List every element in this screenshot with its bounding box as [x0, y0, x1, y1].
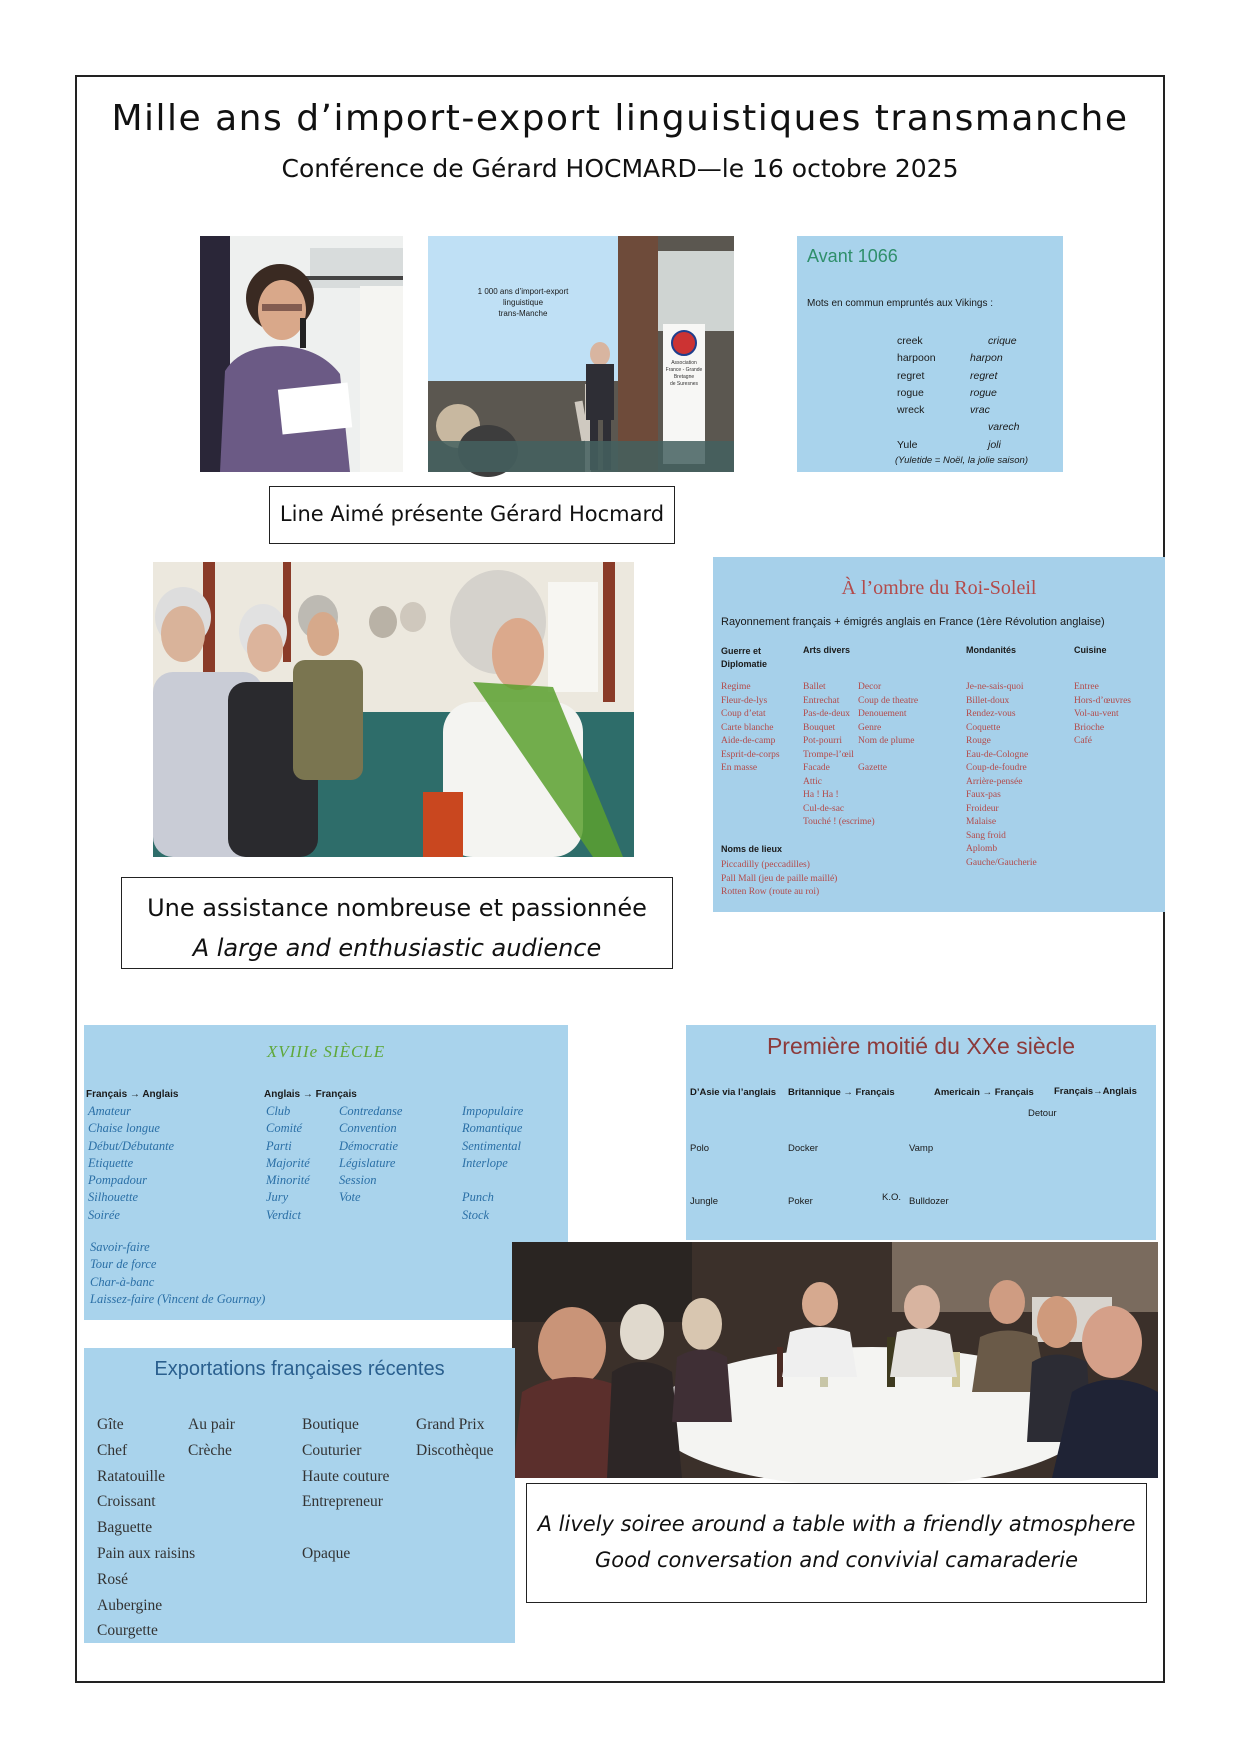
page-subtitle: Conférence de Gérard HOCMARD—le 16 octobre 2025 — [281, 154, 959, 183]
word: Poker — [788, 1195, 813, 1207]
word: Café — [1074, 736, 1092, 746]
caption-introduction-text: Line Aimé présente Gérard Hocmard — [279, 502, 665, 526]
word: Pas-de-deux — [803, 709, 850, 719]
word: Attic — [803, 776, 822, 787]
word: Jungle — [690, 1195, 718, 1207]
word: Romantique — [462, 1121, 523, 1136]
slide-recent-column-1 — [97, 1412, 195, 1644]
slide-xviii-extra-list — [90, 1239, 265, 1308]
word: Ratatouille — [97, 1467, 166, 1485]
word: Rendez-vous — [966, 709, 1016, 719]
word: Aide-de-camp — [721, 736, 776, 746]
banner-text-3: de Suresnes — [669, 381, 699, 387]
word: Entrepreneur — [302, 1493, 383, 1511]
word: Piccadilly (peccadilles) — [721, 860, 810, 870]
word: Faux-pas — [966, 790, 1001, 800]
word: Session — [339, 1173, 377, 1188]
word: Ha ! Ha ! — [803, 790, 839, 800]
word: Polo — [690, 1143, 710, 1154]
slide-roi-heading-arts: Arts divers — [803, 645, 851, 655]
word: Denouement — [858, 709, 907, 719]
word: Cul-de-sac — [803, 803, 845, 814]
word: Comité — [266, 1121, 303, 1136]
banner-text-1: Association — [671, 360, 697, 366]
photo-line-aime-graphic — [200, 236, 403, 472]
word: Impopulaire — [462, 1104, 524, 1118]
slide-xviii-af-list-2 — [339, 1103, 402, 1207]
word: Contredanse — [339, 1104, 403, 1118]
word: Verdict — [266, 1207, 301, 1222]
word — [302, 1515, 389, 1541]
caption-soiree-line-1: A lively soiree around a table with a friendly atmosphere — [537, 1512, 1136, 1536]
word: Amateur — [88, 1104, 132, 1118]
slide-xxe-siecle — [686, 1025, 1156, 1240]
word: Hors-d’œuvres — [1074, 695, 1131, 706]
word: Touché ! (escrime) — [803, 817, 875, 827]
word: Discothèque — [416, 1441, 494, 1459]
slide-xviii-title: XVIIIe SIÈCLE — [266, 1042, 386, 1061]
french-word: harpon — [970, 352, 1003, 365]
word: Coup d’etat — [721, 709, 766, 719]
word: Chaise longue — [88, 1121, 160, 1136]
word: En masse — [721, 763, 758, 773]
word: Esprit-de-corps — [721, 749, 780, 760]
slide-1066-note: (Yuletide = Noël, la jolie saison) — [895, 455, 1028, 466]
word: Minorité — [266, 1173, 310, 1188]
word: Eau-de-Cologne — [966, 749, 1029, 760]
slide-xx-heading-3: Americain → Français — [934, 1087, 1034, 1098]
word — [462, 1172, 523, 1189]
french-word: rogue — [970, 386, 997, 399]
word: Vote — [339, 1190, 361, 1205]
word: Genre — [858, 722, 882, 733]
photo-audience-graphic — [153, 562, 634, 857]
word: Malaise — [966, 817, 997, 827]
slide-recent-column-3 — [302, 1412, 389, 1567]
word: Crèche — [188, 1441, 232, 1459]
word: Coup-de-foudre — [966, 763, 1027, 773]
word: Démocratie — [339, 1138, 399, 1153]
word: Croissant — [97, 1493, 156, 1511]
word: Bouquet — [803, 722, 836, 733]
english-word — [897, 419, 936, 436]
french-word: varech — [988, 421, 1020, 434]
slide-xx-column-4 — [1028, 1105, 1057, 1123]
word: Brioche — [1074, 722, 1105, 733]
slide-xviii-siecle — [84, 1025, 568, 1320]
caption-introduction — [269, 486, 675, 544]
word: Interlope — [462, 1155, 508, 1170]
word: Au pair — [188, 1416, 235, 1433]
caption-audience-fr: Une assistance nombreuse et passionnée — [147, 894, 647, 922]
word: Trompe-l’œil — [803, 749, 854, 760]
word: Gîte — [97, 1416, 124, 1433]
english-word: Yule — [897, 438, 918, 451]
word: Opaque — [302, 1544, 351, 1562]
word: Jury — [266, 1190, 289, 1205]
word: Laissez-faire (Vincent de Gournay) — [90, 1291, 266, 1306]
photo-conference-screen — [428, 236, 734, 472]
word: Pot-pourri — [803, 736, 843, 746]
slide-roi-mondanites-list — [966, 681, 1037, 870]
slide-roi-heading-guerre: Guerre et Diplomatie — [721, 646, 768, 669]
caption-audience — [121, 877, 673, 969]
caption-soiree-line-2: Good conversation and convivial camaraderie — [594, 1548, 1079, 1572]
slide-1066-title: Avant 1066 — [807, 246, 898, 266]
word: Froideur — [966, 803, 999, 814]
slide-recent-column-2 — [188, 1412, 235, 1464]
slide-1066-subtitle: Mots en commun empruntés aux Vikings : — [807, 298, 994, 309]
word: Aplomb — [966, 844, 998, 854]
slide-roi-title: À l’ombre du Roi-Soleil — [841, 577, 1037, 599]
word: Gauche/Gaucherie — [966, 857, 1037, 868]
screen-line-2: linguistique — [502, 298, 544, 307]
word: Entree — [1074, 682, 1099, 692]
slide-xx-title: Première moitié du XXe siècle — [766, 1033, 1076, 1059]
photo-audience — [153, 562, 634, 857]
word: Grand Prix — [416, 1416, 485, 1433]
slide-1066-french-column — [970, 333, 1020, 454]
word: Ballet — [803, 682, 826, 692]
word: Billet-doux — [966, 695, 1010, 706]
word: Sentimental — [462, 1138, 522, 1153]
slide-xviii-heading-af: Anglais → Français — [264, 1089, 357, 1100]
slide-recent-column-4 — [416, 1412, 493, 1464]
slide-xx-heading-4: Français→Anglais — [1054, 1086, 1137, 1097]
word: Chef — [97, 1441, 128, 1459]
photo-dinner-table — [512, 1242, 1158, 1478]
caption-audience-en: A large and enthusiastic audience — [192, 934, 602, 962]
photo-dinner-graphic — [512, 1242, 1158, 1478]
word: Coup de theatre — [858, 695, 919, 706]
word: Législature — [339, 1155, 396, 1170]
word: Baguette — [97, 1519, 153, 1537]
word: Gazette — [858, 763, 888, 773]
english-word: rogue — [897, 386, 924, 399]
word: Aubergine — [97, 1596, 163, 1614]
slide-xx-heading-2: Britannique → Français — [788, 1087, 895, 1098]
word: Arrière-pensée — [966, 776, 1023, 787]
english-word: wreck — [897, 404, 925, 417]
word: Pall Mall (jeu de paille maillé) — [721, 873, 838, 884]
slide-roi-arts-list-2 — [858, 681, 918, 776]
slide-roi-heading-mondanites: Mondanités — [966, 645, 1017, 655]
banner-text-2: France - Grande Bretagne — [665, 367, 703, 380]
slide-1066-english-column — [897, 333, 936, 454]
word: Convention — [339, 1121, 397, 1136]
slide-roi-heading-cuisine: Cuisine — [1074, 645, 1107, 655]
caption-soiree — [526, 1483, 1147, 1603]
word: Facade — [803, 763, 830, 773]
slide-xviii-heading-fa: Français → Anglais — [86, 1089, 179, 1100]
french-word: regret — [970, 369, 998, 382]
french-word: joli — [988, 438, 1001, 451]
slide-xx-heading-1: D’Asie via l’anglais — [690, 1087, 777, 1098]
word: Sang froid — [966, 830, 1006, 841]
slide-xx-ko: K.O. — [882, 1192, 902, 1203]
word: Pain aux raisins — [97, 1544, 196, 1562]
word: Nom de plume — [858, 736, 915, 746]
word: Courgette — [97, 1622, 158, 1640]
english-word: regret — [897, 369, 925, 382]
slide-roi-soleil — [713, 557, 1165, 912]
word: Stock — [462, 1207, 490, 1222]
word: Decor — [858, 682, 882, 692]
word: Detour — [1028, 1108, 1057, 1119]
word: Carte blanche — [721, 722, 774, 733]
slide-avant-1066 — [797, 236, 1063, 472]
word: Vamp — [909, 1143, 934, 1154]
slide-roi-heading-lieux: Noms de lieux — [721, 844, 783, 854]
word: Entrechat — [803, 695, 840, 706]
french-word: crique — [988, 335, 1017, 347]
word: Boutique — [302, 1416, 359, 1433]
word: Parti — [266, 1138, 292, 1153]
word: Bulldozer — [909, 1195, 949, 1207]
english-word: creek — [897, 335, 923, 347]
word: Début/Débutante — [88, 1138, 175, 1153]
slide-exportations-recentes — [84, 1348, 515, 1643]
english-word: harpoon — [897, 352, 936, 365]
slide-roi-subtitle: Rayonnement français + émigrés anglais en France (1ère Révolution anglaise) — [721, 616, 1105, 628]
word — [858, 749, 918, 763]
word: Silhouette — [88, 1190, 138, 1205]
slide-roi-cuisine-list — [1074, 681, 1131, 749]
word: Vol-au-vent — [1074, 709, 1119, 719]
slide-recent-title: Exportations françaises récentes — [154, 1358, 445, 1380]
french-word: vrac — [970, 404, 990, 417]
slide-xviii-af-list-3 — [462, 1103, 523, 1224]
photo-line-aime — [200, 236, 403, 472]
word: Savoir-faire — [90, 1240, 150, 1254]
slide-xviii-fa-list — [88, 1103, 174, 1224]
word: Etiquette — [88, 1155, 134, 1170]
word: Haute couture — [302, 1467, 390, 1485]
page-title: Mille ans d’import-export linguistiques transmanche — [111, 98, 1129, 139]
word: Rotten Row (route au roi) — [721, 887, 820, 897]
word: Coquette — [966, 722, 1001, 733]
word: Je-ne-sais-quoi — [966, 682, 1024, 692]
word: Soirée — [88, 1207, 120, 1222]
word: Regime — [721, 682, 751, 692]
slide-roi-lieux-list — [721, 859, 837, 900]
word: Docker — [788, 1143, 819, 1154]
word: Pompadour — [88, 1173, 148, 1188]
word: Fleur-de-lys — [721, 695, 768, 706]
word: Char-à-banc — [90, 1274, 155, 1289]
word: Majorité — [266, 1155, 310, 1170]
slide-xviii-af-list-1 — [266, 1103, 310, 1224]
word: Club — [266, 1104, 291, 1118]
slide-roi-guerre-list — [721, 681, 780, 776]
word: Rouge — [966, 736, 991, 746]
word: Punch — [462, 1190, 494, 1205]
photo-conference-people — [428, 236, 734, 472]
screen-line-1: 1 000 ans d’import-export — [477, 287, 569, 296]
word: Tour de force — [90, 1257, 157, 1272]
word: Couturier — [302, 1441, 362, 1459]
screen-line-3: trans-Manche — [498, 309, 548, 318]
word: Rosé — [97, 1570, 128, 1588]
